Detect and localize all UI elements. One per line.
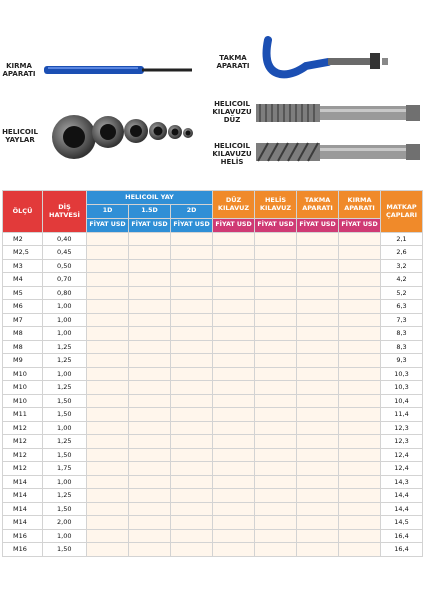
price-cell xyxy=(297,273,339,287)
price-cell xyxy=(171,354,213,368)
col-duz-kilavuz: DÜZ KILAVUZ xyxy=(213,191,255,219)
row-drill: 8,3 xyxy=(381,340,423,354)
price-cell xyxy=(87,381,129,395)
helicoil-springs-icon xyxy=(48,110,198,162)
price-cell xyxy=(87,300,129,314)
col-1-5d: 1.5D xyxy=(129,204,171,218)
row-size: M14 xyxy=(3,489,43,503)
price-cell xyxy=(297,313,339,327)
price-cell xyxy=(171,489,213,503)
price-cell xyxy=(171,475,213,489)
helicoil-yaylar-label: HELICOIL YAYLAR xyxy=(2,128,38,144)
price-cell xyxy=(87,502,129,516)
row-drill: 7,3 xyxy=(381,313,423,327)
takma-tool-icon xyxy=(258,36,398,82)
col-helicoil-yay: HELICOIL YAY xyxy=(87,191,213,205)
price-cell xyxy=(129,502,171,516)
row-pitch: 1,50 xyxy=(43,448,87,462)
table-row xyxy=(3,286,423,300)
price-cell xyxy=(171,543,213,557)
price-cell xyxy=(87,489,129,503)
price-cell xyxy=(297,327,339,341)
row-size: M10 xyxy=(3,394,43,408)
price-cell xyxy=(213,259,255,273)
price-cell xyxy=(339,232,381,246)
price-cell xyxy=(297,259,339,273)
table-row xyxy=(3,516,423,530)
row-drill: 4,2 xyxy=(381,273,423,287)
row-size: M2 xyxy=(3,232,43,246)
price-cell xyxy=(213,489,255,503)
price-cell xyxy=(339,246,381,260)
row-size: M16 xyxy=(3,543,43,557)
table-row xyxy=(3,421,423,435)
row-pitch: 1,00 xyxy=(43,529,87,543)
price-cell xyxy=(213,354,255,368)
row-drill: 9,3 xyxy=(381,354,423,368)
fiyat-usd-duz: FİYAT USD xyxy=(213,218,255,232)
row-size: M16 xyxy=(3,529,43,543)
price-cell xyxy=(171,502,213,516)
row-size: M14 xyxy=(3,502,43,516)
price-cell xyxy=(87,529,129,543)
price-cell xyxy=(171,232,213,246)
price-cell xyxy=(255,367,297,381)
price-cell xyxy=(129,232,171,246)
price-cell xyxy=(129,421,171,435)
price-cell xyxy=(255,529,297,543)
row-size: M12 xyxy=(3,421,43,435)
price-cell xyxy=(339,381,381,395)
price-cell xyxy=(297,502,339,516)
takma-label: TAKMA APARATI xyxy=(216,54,250,70)
table-row xyxy=(3,327,423,341)
row-size: M4 xyxy=(3,273,43,287)
table-row xyxy=(3,259,423,273)
price-cell xyxy=(339,327,381,341)
price-cell xyxy=(255,448,297,462)
price-cell xyxy=(255,246,297,260)
row-size: M5 xyxy=(3,286,43,300)
price-cell xyxy=(129,408,171,422)
price-cell xyxy=(255,408,297,422)
price-cell xyxy=(171,421,213,435)
row-pitch: 0,70 xyxy=(43,273,87,287)
price-cell xyxy=(213,421,255,435)
price-cell xyxy=(129,300,171,314)
row-drill: 11,4 xyxy=(381,408,423,422)
table-row xyxy=(3,381,423,395)
col-takma-aparati: TAKMA APARATI xyxy=(297,191,339,219)
price-cell xyxy=(213,408,255,422)
col-2d: 2D xyxy=(171,204,213,218)
price-cell xyxy=(339,421,381,435)
price-cell xyxy=(297,381,339,395)
table-row xyxy=(3,354,423,368)
price-cell xyxy=(255,327,297,341)
price-cell xyxy=(213,232,255,246)
fiyat-usd-1d: FİYAT USD xyxy=(87,218,129,232)
straight-tap-icon xyxy=(256,101,422,125)
row-size: M8 xyxy=(3,327,43,341)
price-cell xyxy=(213,529,255,543)
price-cell xyxy=(297,300,339,314)
price-cell xyxy=(297,286,339,300)
price-cell xyxy=(129,367,171,381)
price-table xyxy=(2,190,423,557)
price-cell xyxy=(339,543,381,557)
price-cell xyxy=(339,529,381,543)
table-row xyxy=(3,435,423,449)
row-drill: 12,4 xyxy=(381,448,423,462)
row-size: M8 xyxy=(3,340,43,354)
fiyat-usd-kirma: FİYAT USD xyxy=(339,218,381,232)
row-pitch: 1,25 xyxy=(43,489,87,503)
table-row xyxy=(3,448,423,462)
price-cell xyxy=(297,246,339,260)
price-cell xyxy=(213,435,255,449)
table-row xyxy=(3,502,423,516)
price-cell xyxy=(129,381,171,395)
table-row xyxy=(3,246,423,260)
price-cell xyxy=(339,475,381,489)
price-cell xyxy=(339,259,381,273)
price-cell xyxy=(255,232,297,246)
price-cell xyxy=(297,340,339,354)
row-drill: 10,4 xyxy=(381,394,423,408)
row-pitch: 1,25 xyxy=(43,381,87,395)
price-cell xyxy=(213,448,255,462)
price-cell xyxy=(297,462,339,476)
col-kirma-aparati: KIRMA APARATI xyxy=(339,191,381,219)
row-size: M2,5 xyxy=(3,246,43,260)
price-cell xyxy=(255,462,297,476)
row-size: M6 xyxy=(3,300,43,314)
price-cell xyxy=(213,340,255,354)
row-drill: 12,3 xyxy=(381,435,423,449)
row-pitch: 1,50 xyxy=(43,543,87,557)
price-cell xyxy=(255,516,297,530)
price-cell xyxy=(129,475,171,489)
price-cell xyxy=(255,489,297,503)
row-drill: 16,4 xyxy=(381,529,423,543)
price-cell xyxy=(297,408,339,422)
row-drill: 3,2 xyxy=(381,259,423,273)
table-row xyxy=(3,367,423,381)
price-cell xyxy=(297,516,339,530)
row-size: M12 xyxy=(3,448,43,462)
price-cell xyxy=(129,246,171,260)
price-cell xyxy=(129,313,171,327)
price-cell xyxy=(255,354,297,368)
price-cell xyxy=(255,300,297,314)
kilavuz-helis-label: HELICOIL KILAVUZU HELİS xyxy=(212,142,252,166)
price-cell xyxy=(339,462,381,476)
price-cell xyxy=(297,394,339,408)
price-cell xyxy=(171,529,213,543)
price-cell xyxy=(213,286,255,300)
row-drill: 2,1 xyxy=(381,232,423,246)
price-cell xyxy=(171,462,213,476)
price-cell xyxy=(255,259,297,273)
table-row xyxy=(3,462,423,476)
row-pitch: 1,25 xyxy=(43,354,87,368)
price-cell xyxy=(171,435,213,449)
row-size: M10 xyxy=(3,367,43,381)
row-pitch: 1,50 xyxy=(43,502,87,516)
row-drill: 6,3 xyxy=(381,300,423,314)
price-cell xyxy=(129,543,171,557)
price-cell xyxy=(255,313,297,327)
row-pitch: 1,25 xyxy=(43,435,87,449)
price-cell xyxy=(255,286,297,300)
price-cell xyxy=(87,246,129,260)
row-pitch: 0,80 xyxy=(43,286,87,300)
price-cell xyxy=(255,543,297,557)
price-cell xyxy=(339,313,381,327)
price-cell xyxy=(171,367,213,381)
price-cell xyxy=(87,448,129,462)
price-cell xyxy=(339,516,381,530)
price-cell xyxy=(87,475,129,489)
price-cell xyxy=(339,408,381,422)
price-cell xyxy=(297,232,339,246)
price-cell xyxy=(213,502,255,516)
price-cell xyxy=(339,435,381,449)
kilavuz-duz-label: HELICOIL KILAVUZU DÜZ xyxy=(212,100,252,124)
price-cell xyxy=(171,286,213,300)
price-cell xyxy=(213,327,255,341)
price-cell xyxy=(171,394,213,408)
price-cell xyxy=(339,286,381,300)
row-size: M14 xyxy=(3,516,43,530)
price-cell xyxy=(171,381,213,395)
price-cell xyxy=(171,408,213,422)
price-cell xyxy=(129,259,171,273)
price-cell xyxy=(171,516,213,530)
price-cell xyxy=(339,354,381,368)
price-cell xyxy=(255,421,297,435)
price-cell xyxy=(87,367,129,381)
spiral-tap-icon xyxy=(256,140,422,164)
price-cell xyxy=(87,259,129,273)
price-cell xyxy=(213,381,255,395)
price-cell xyxy=(129,340,171,354)
row-pitch: 1,25 xyxy=(43,340,87,354)
row-pitch: 1,00 xyxy=(43,475,87,489)
price-cell xyxy=(129,286,171,300)
price-cell xyxy=(339,448,381,462)
row-size: M12 xyxy=(3,462,43,476)
row-pitch: 1,00 xyxy=(43,300,87,314)
row-drill: 14,5 xyxy=(381,516,423,530)
row-drill: 12,3 xyxy=(381,421,423,435)
price-cell xyxy=(129,327,171,341)
col-olcu: ÖLÇÜ xyxy=(3,191,43,233)
row-pitch: 1,75 xyxy=(43,462,87,476)
price-cell xyxy=(297,354,339,368)
table-row xyxy=(3,408,423,422)
price-cell xyxy=(87,516,129,530)
price-cell xyxy=(213,313,255,327)
price-cell xyxy=(87,340,129,354)
price-cell xyxy=(87,313,129,327)
table-row xyxy=(3,300,423,314)
price-cell xyxy=(213,367,255,381)
row-size: M3 xyxy=(3,259,43,273)
table-body xyxy=(3,232,423,556)
price-cell xyxy=(339,367,381,381)
price-cell xyxy=(255,381,297,395)
table-row xyxy=(3,313,423,327)
price-cell xyxy=(213,300,255,314)
price-cell xyxy=(339,340,381,354)
fiyat-usd-2d: FİYAT USD xyxy=(171,218,213,232)
row-size: M12 xyxy=(3,435,43,449)
price-cell xyxy=(213,462,255,476)
row-drill: 2,6 xyxy=(381,246,423,260)
price-cell xyxy=(213,543,255,557)
col-matkap-caplari: MATKAP ÇAPLARI xyxy=(381,191,423,233)
price-cell xyxy=(87,327,129,341)
table-row xyxy=(3,340,423,354)
price-cell xyxy=(297,435,339,449)
price-cell xyxy=(255,475,297,489)
row-pitch: 1,50 xyxy=(43,408,87,422)
price-cell xyxy=(171,273,213,287)
price-cell xyxy=(213,273,255,287)
price-cell xyxy=(87,435,129,449)
price-cell xyxy=(87,408,129,422)
price-cell xyxy=(87,462,129,476)
row-pitch: 0,40 xyxy=(43,232,87,246)
col-dis-hatvesi: DİŞ HATVESİ xyxy=(43,191,87,233)
row-size: M10 xyxy=(3,381,43,395)
row-size: M9 xyxy=(3,354,43,368)
price-cell xyxy=(129,462,171,476)
price-cell xyxy=(87,232,129,246)
price-cell xyxy=(255,394,297,408)
price-cell xyxy=(339,502,381,516)
row-size: M14 xyxy=(3,475,43,489)
row-drill: 16,4 xyxy=(381,543,423,557)
row-drill: 14,3 xyxy=(381,475,423,489)
row-pitch: 1,00 xyxy=(43,421,87,435)
price-cell xyxy=(213,246,255,260)
price-cell xyxy=(213,516,255,530)
row-drill: 8,3 xyxy=(381,327,423,341)
price-cell xyxy=(129,394,171,408)
price-cell xyxy=(171,246,213,260)
price-cell xyxy=(297,543,339,557)
row-drill: 12,4 xyxy=(381,462,423,476)
price-cell xyxy=(213,394,255,408)
price-cell xyxy=(255,502,297,516)
price-cell xyxy=(87,394,129,408)
price-cell xyxy=(339,300,381,314)
price-cell xyxy=(129,273,171,287)
row-drill: 10,3 xyxy=(381,381,423,395)
row-pitch: 1,00 xyxy=(43,327,87,341)
price-cell xyxy=(171,340,213,354)
col-helis-kilavuz: HELİS KILAVUZ xyxy=(255,191,297,219)
price-cell xyxy=(87,543,129,557)
row-drill: 14,4 xyxy=(381,502,423,516)
fiyat-usd-helis: FİYAT USD xyxy=(255,218,297,232)
row-size: M11 xyxy=(3,408,43,422)
price-cell xyxy=(297,489,339,503)
price-cell xyxy=(171,327,213,341)
table-row xyxy=(3,529,423,543)
row-pitch: 1,50 xyxy=(43,394,87,408)
price-cell xyxy=(87,286,129,300)
table-row xyxy=(3,489,423,503)
price-cell xyxy=(87,273,129,287)
price-cell xyxy=(297,475,339,489)
price-cell xyxy=(129,448,171,462)
table-row xyxy=(3,273,423,287)
fiyat-usd-1-5d: FİYAT USD xyxy=(129,218,171,232)
price-cell xyxy=(297,529,339,543)
price-cell xyxy=(129,435,171,449)
row-pitch: 1,00 xyxy=(43,367,87,381)
row-drill: 10,3 xyxy=(381,367,423,381)
row-pitch: 2,00 xyxy=(43,516,87,530)
price-cell xyxy=(171,300,213,314)
price-cell xyxy=(339,489,381,503)
price-cell xyxy=(255,340,297,354)
price-cell xyxy=(171,448,213,462)
price-cell xyxy=(255,273,297,287)
table-row xyxy=(3,475,423,489)
price-cell xyxy=(171,259,213,273)
price-cell xyxy=(297,421,339,435)
price-cell xyxy=(339,394,381,408)
row-pitch: 1,00 xyxy=(43,313,87,327)
price-cell xyxy=(297,367,339,381)
price-cell xyxy=(129,489,171,503)
price-cell xyxy=(129,529,171,543)
fiyat-usd-takma: FİYAT USD xyxy=(297,218,339,232)
table-row xyxy=(3,232,423,246)
table-row xyxy=(3,394,423,408)
price-cell xyxy=(87,354,129,368)
col-1d: 1D xyxy=(87,204,129,218)
row-pitch: 0,45 xyxy=(43,246,87,260)
price-cell xyxy=(339,273,381,287)
price-cell xyxy=(171,313,213,327)
kirma-tool-icon xyxy=(44,62,194,78)
price-cell xyxy=(129,354,171,368)
row-drill: 14,4 xyxy=(381,489,423,503)
price-cell xyxy=(297,448,339,462)
price-cell xyxy=(213,475,255,489)
row-drill: 5,2 xyxy=(381,286,423,300)
table-row xyxy=(3,543,423,557)
price-cell xyxy=(255,435,297,449)
kirma-label: KIRMA APARATI xyxy=(2,62,36,78)
price-cell xyxy=(87,421,129,435)
price-cell xyxy=(129,516,171,530)
row-size: M7 xyxy=(3,313,43,327)
row-pitch: 0,50 xyxy=(43,259,87,273)
